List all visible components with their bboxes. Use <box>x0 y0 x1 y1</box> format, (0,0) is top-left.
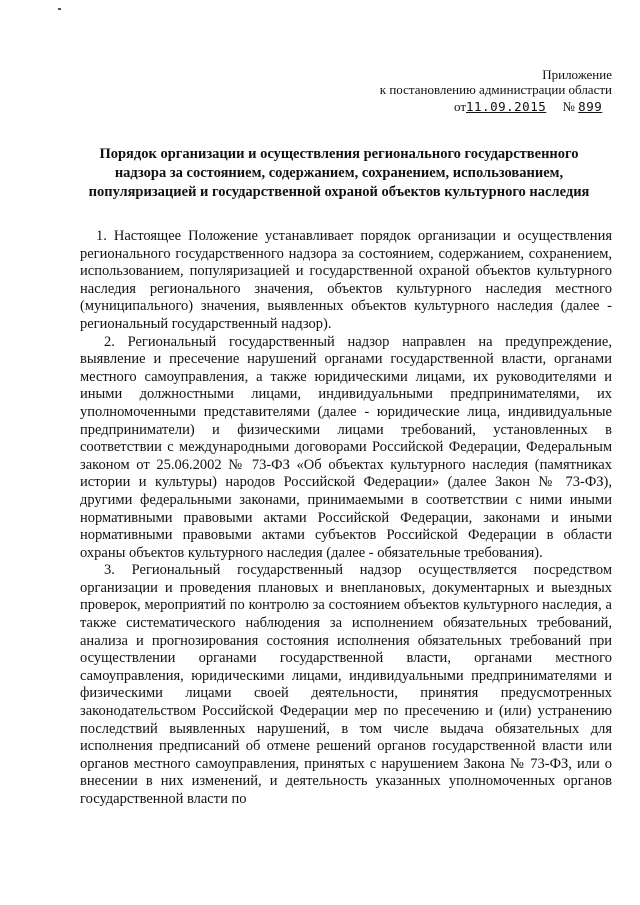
appendix-title: Приложение <box>542 67 612 82</box>
paragraph-1: 1. Настоящее Положение устанавливает порядок организации и осуществления регионального государственного надзора за состоянием, содержанием, сохранением, использованием, популяризацией и государственной охраной объектов культурного наследия регионального значения, объектов культурного наследия местного (муниципального) значения, выявленных объектов культурного наследия (далее - региональный государственный надзор). <box>80 228 612 332</box>
appendix-header <box>332 67 612 114</box>
number-value: 899 <box>578 99 603 114</box>
appendix-date-line <box>332 99 612 114</box>
document-body <box>80 228 612 809</box>
title-line-3: популяризацией и государственной охраной объектов культурного наследия <box>88 184 590 200</box>
paragraph-2: 2. Региональный государственный надзор направлен на предупреждение, выявление и пресечение нарушений органами государственной власти, органами местного самоуправления, а также юридическими лицами, их руководителями и иными должностными лицами, индивидуальными предпринимателями, их уполномоченными представителями (далее - юридические лица, индивидуальные предприниматели) и физическими лицами требований, установленных в соответствии с международными договорами Российской Федерации, Федеральным законом от 25.06.2002 № 73-ФЗ «Об объектах культурного наследия (памятниках истории и культуры) народов Российской Федерации» (далее Закон № 73-ФЗ), другими федеральными законами, принимаемыми в соответствии с ними иными нормативными правовыми актами Российской Федерации, законами и иными нормативными правовыми актами субъектов Российской Федерации в области охраны объектов культурного наследия (далее - обязательные требования). <box>80 333 612 561</box>
appendix-subtitle: к постановлению администрации области <box>379 82 612 97</box>
date-value: 11.09.2015 <box>466 99 547 114</box>
number-prefix: № <box>562 99 575 114</box>
scan-speck <box>58 8 61 10</box>
title-line-2: надзора за состоянием, содержанием, сохранением, использованием, <box>114 165 564 181</box>
date-prefix: от <box>453 99 466 114</box>
document-title <box>60 145 618 202</box>
paragraph-3: 3. Региональный государственный надзор осуществляется посредством организации и проведения плановых и внеплановых, документарных и выездных проверок, мероприятий по контролю за состоянием объектов культурного наследия, а также систематического наблюдения за исполнением обязательных требований, анализа и прогнозирования состояния исполнения обязательных требований при осуществлении органами государственной власти, органами местного самоуправления, юридическими лицами, индивидуальными предпринимателями и физическими лицами своей деятельности, принятия предусмотренных законодательством Российской Федерации мер по пресечению и (или) устранению последствий выявленных нарушений, в том числе выдача обязательных для исполнения предписаний об отмене решений органов государственной власти или органов местного самоуправления, принятых с нарушением Закона № 73-ФЗ, или о внесении в них изменений, и деятельность указанных уполномоченных органов государственной власти по <box>80 562 612 807</box>
title-line-1: Порядок организации и осуществления регионального государственного <box>99 146 579 162</box>
